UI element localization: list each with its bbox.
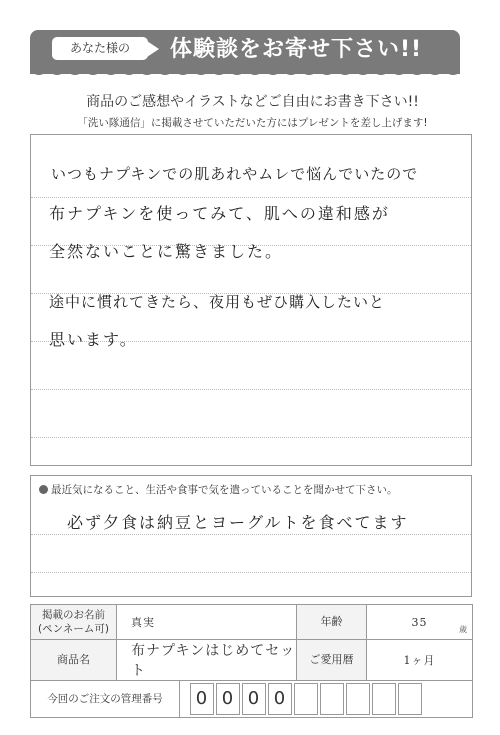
age-label: 年齢	[297, 605, 367, 640]
name-label	[31, 605, 117, 640]
order-digit-empty[interactable]	[398, 683, 422, 715]
order-digit-empty[interactable]	[294, 683, 318, 715]
name-field[interactable]: 真実	[117, 605, 297, 640]
age-value: 35	[411, 615, 428, 629]
intro-instruction: 商品のご感想やイラストなどご自由にお書き下さい!!	[86, 94, 419, 110]
message-line: 全然ないことに驚きました。	[49, 242, 284, 261]
header-scallop-edge	[30, 66, 460, 84]
lifestyle-question-text: 最近気になること、生活や食事で気を遣っていることを聞かせて下さい。	[51, 484, 398, 496]
age-unit: 歳	[459, 625, 468, 634]
age-field[interactable]	[367, 605, 473, 640]
message-line: 布ナプキンを使ってみて、肌への違和感が	[49, 204, 390, 223]
usage-field[interactable]: 1ヶ月	[367, 640, 473, 681]
lifestyle-question	[39, 482, 398, 497]
order-digit[interactable]: 0	[268, 683, 292, 715]
ruled-line	[31, 534, 471, 535]
lifestyle-box[interactable]	[30, 475, 472, 597]
header-tag: あなた様の	[52, 37, 148, 60]
message-line: 途中に慣れてきたら、夜用もぜひ購入したいと	[49, 293, 386, 311]
lifestyle-answer: 必ず夕食は納豆とヨーグルトを食べてます	[67, 513, 409, 532]
page-title: 体験談をお寄せ下さい!!	[170, 37, 423, 62]
order-cell	[31, 681, 473, 718]
message-line: いつもナプキンでの肌あれやムレで悩んでいたので	[51, 165, 419, 183]
header-tag-arrow	[147, 41, 159, 57]
name-label-text: 掲載のお名前 (ペンネーム可)	[38, 609, 109, 635]
product-field[interactable]: 布ナプキンはじめてセット	[117, 640, 297, 681]
order-digit[interactable]: 0	[190, 683, 214, 715]
order-digit-empty[interactable]	[320, 683, 344, 715]
ruled-line	[31, 197, 471, 198]
info-row-order	[31, 681, 473, 718]
ruled-line	[31, 572, 471, 573]
order-digit[interactable]: 0	[216, 683, 240, 715]
ruled-line	[31, 389, 471, 390]
usage-label: ご愛用暦	[297, 640, 367, 681]
order-label: 今回のご注文の管理番号	[31, 681, 180, 717]
order-digit-empty[interactable]	[346, 683, 370, 715]
message-line: 思います。	[49, 330, 138, 349]
info-table	[30, 604, 473, 718]
info-row-product	[31, 640, 473, 681]
bullet-icon	[39, 485, 48, 494]
intro-present-note: 「洗い隊通信」に掲載させていただいた方にはプレゼントを差し上げます!	[77, 117, 428, 129]
order-digit-empty[interactable]	[372, 683, 396, 715]
ruled-line	[31, 437, 471, 438]
order-digit[interactable]: 0	[242, 683, 266, 715]
info-row-name	[31, 605, 473, 640]
product-label: 商品名	[31, 640, 117, 681]
message-box[interactable]	[30, 134, 472, 466]
